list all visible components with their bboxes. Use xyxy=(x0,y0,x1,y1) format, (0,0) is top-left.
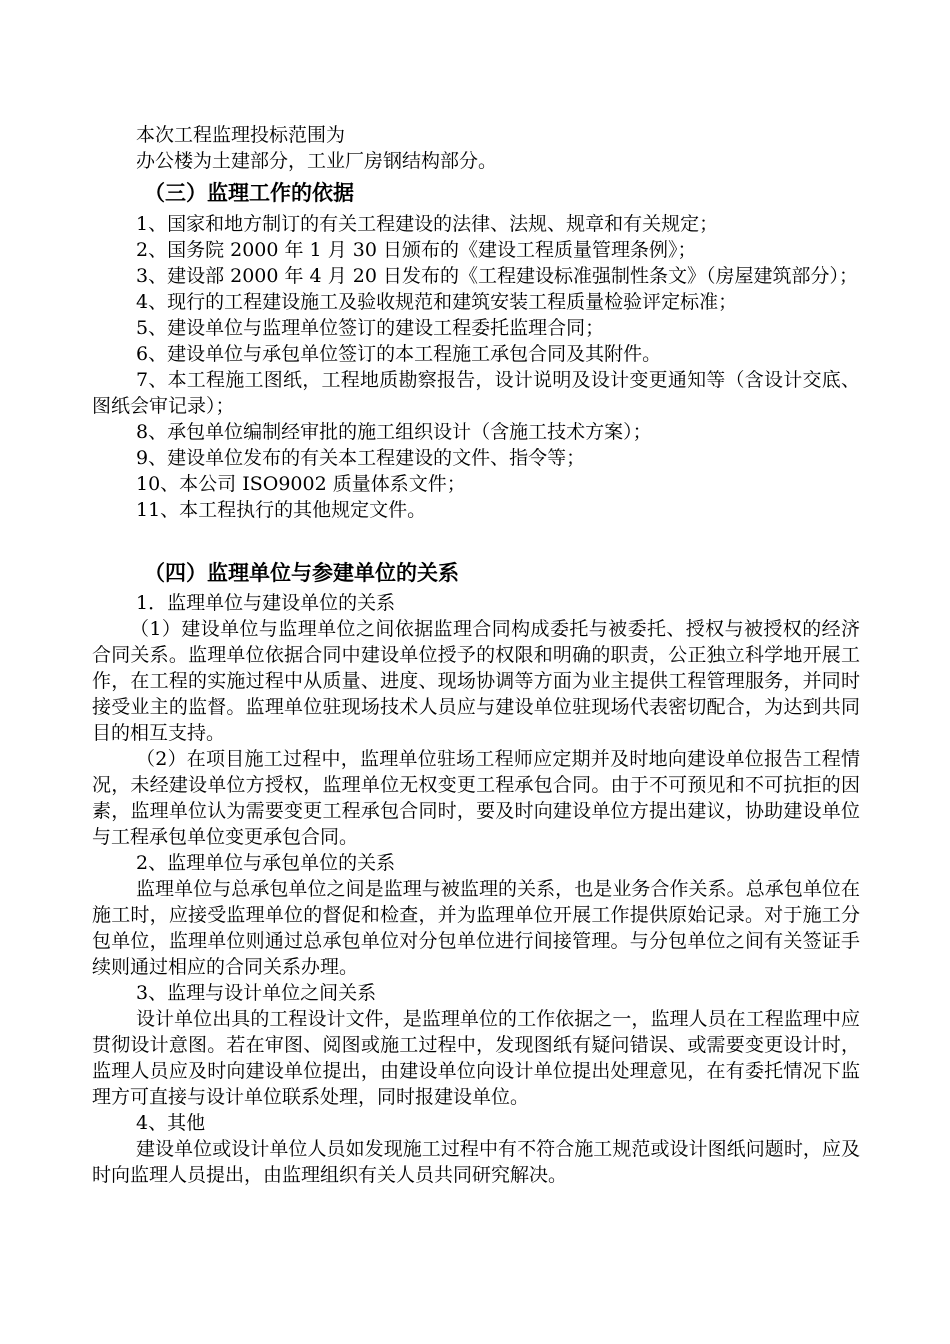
basis-item-3: 3、建设部 2000 年 4 月 20 日发布的《工程建设标准强制性条文》（房屋建筑部分）； xyxy=(136,265,858,287)
sub2-title: 2、监理单位与承包单位的关系 xyxy=(136,852,396,874)
basis-item-9: 9、建设单位发布的有关本工程建设的文件、指令等； xyxy=(136,447,586,469)
basis-item-1: 1、国家和地方制订的有关工程建设的法律、法规、规章和有关规定； xyxy=(136,213,719,235)
basis-item-11: 11、本工程执行的其他规定文件。 xyxy=(136,499,427,521)
basis-item-6: 6、建设单位与承包单位签订的本工程施工承包合同及其附件。 xyxy=(136,343,662,365)
intro-line-1: 本次工程监理投标范围为 xyxy=(136,124,346,146)
sub4-title: 4、其他 xyxy=(136,1112,206,1134)
intro-line-2: 办公楼为土建部分，工业厂房钢结构部分。 xyxy=(136,150,498,172)
basis-item-4: 4、现行的工程建设施工及验收规范和建筑安装工程质量检验评定标准； xyxy=(136,291,738,313)
sub1-paragraph-2: （2）在项目施工过程中，监理单位驻场工程师应定期并及时地向建设单位报告工程情况，未经建设单位方授权，监理单位无权变更工程承包合同。由于不可预见和不可抗拒的因素，监理单位认为需要变更工程承包合同时，要及时向建设单位方提出建议，协助建设单位与工程承包单位变更承包合同。 xyxy=(92,748,860,848)
basis-item-7: 7、本工程施工图纸，工程地质勘察报告，设计说明及设计变更通知等（含设计交底、图纸会审记录）； xyxy=(92,369,860,417)
sub4-paragraph: 建设单位或设计单位人员如发现施工过程中有不符合施工规范或设计图纸问题时，应及时向监理人员提出，由监理组织有关人员共同研究解决。 xyxy=(92,1138,860,1186)
basis-item-5: 5、建设单位与监理单位签订的建设工程委托监理合同； xyxy=(136,317,605,339)
sub1-paragraph-1: （1）建设单位与监理单位之间依据监理合同构成委托与被委托、授权与被授权的经济合同关系。监理单位依据合同中建设单位授予的权限和明确的职责，公正独立科学地开展工作，在工程的实施过程中从质量、进度、现场协调等方面为业主提供工程管理服务，并同时接受业主的监督。监理单位驻现场技术人员应与建设单位驻现场代表密切配合，为达到共同目的相互支持。 xyxy=(92,618,860,744)
sub3-paragraph: 设计单位出具的工程设计文件，是监理单位的工作依据之一，监理人员在工程监理中应贯彻设计意图。若在审图、阅图或施工过程中，发现图纸有疑问错误、或需要变更设计时，监理人员应及时向建设单位提出，由建设单位向设计单位提出处理意见，在有委托情况下监理方可直接与设计单位联系处理，同时报建设单位。 xyxy=(92,1008,860,1108)
sub1-title: 1．监理单位与建设单位的关系 xyxy=(136,592,396,614)
sub3-title: 3、监理与设计单位之间关系 xyxy=(136,982,377,1004)
basis-item-2: 2、国务院 2000 年 1 月 30 日颁布的《建设工程质量管理条例》； xyxy=(136,239,697,261)
sub2-paragraph: 监理单位与总承包单位之间是监理与被监理的关系，也是业务合作关系。总承包单位在施工时，应接受监理单位的督促和检查，并为监理单位开展工作提供原始记录。对于施工分包单位，监理单位则通过总承包单位对分包单位进行间接管理。与分包单位之间有关签证手续则通过相应的合同关系办理。 xyxy=(92,878,860,978)
basis-item-8: 8、承包单位编制经审批的施工组织设计（含施工技术方案）； xyxy=(136,421,652,443)
section-4-heading: （四）监理单位与参建单位的关系 xyxy=(144,561,459,585)
section-3-heading: （三）监理工作的依据 xyxy=(144,181,354,205)
document-body xyxy=(92,122,860,1188)
basis-item-10: 10、本公司 ISO9002 质量体系文件； xyxy=(136,473,466,495)
